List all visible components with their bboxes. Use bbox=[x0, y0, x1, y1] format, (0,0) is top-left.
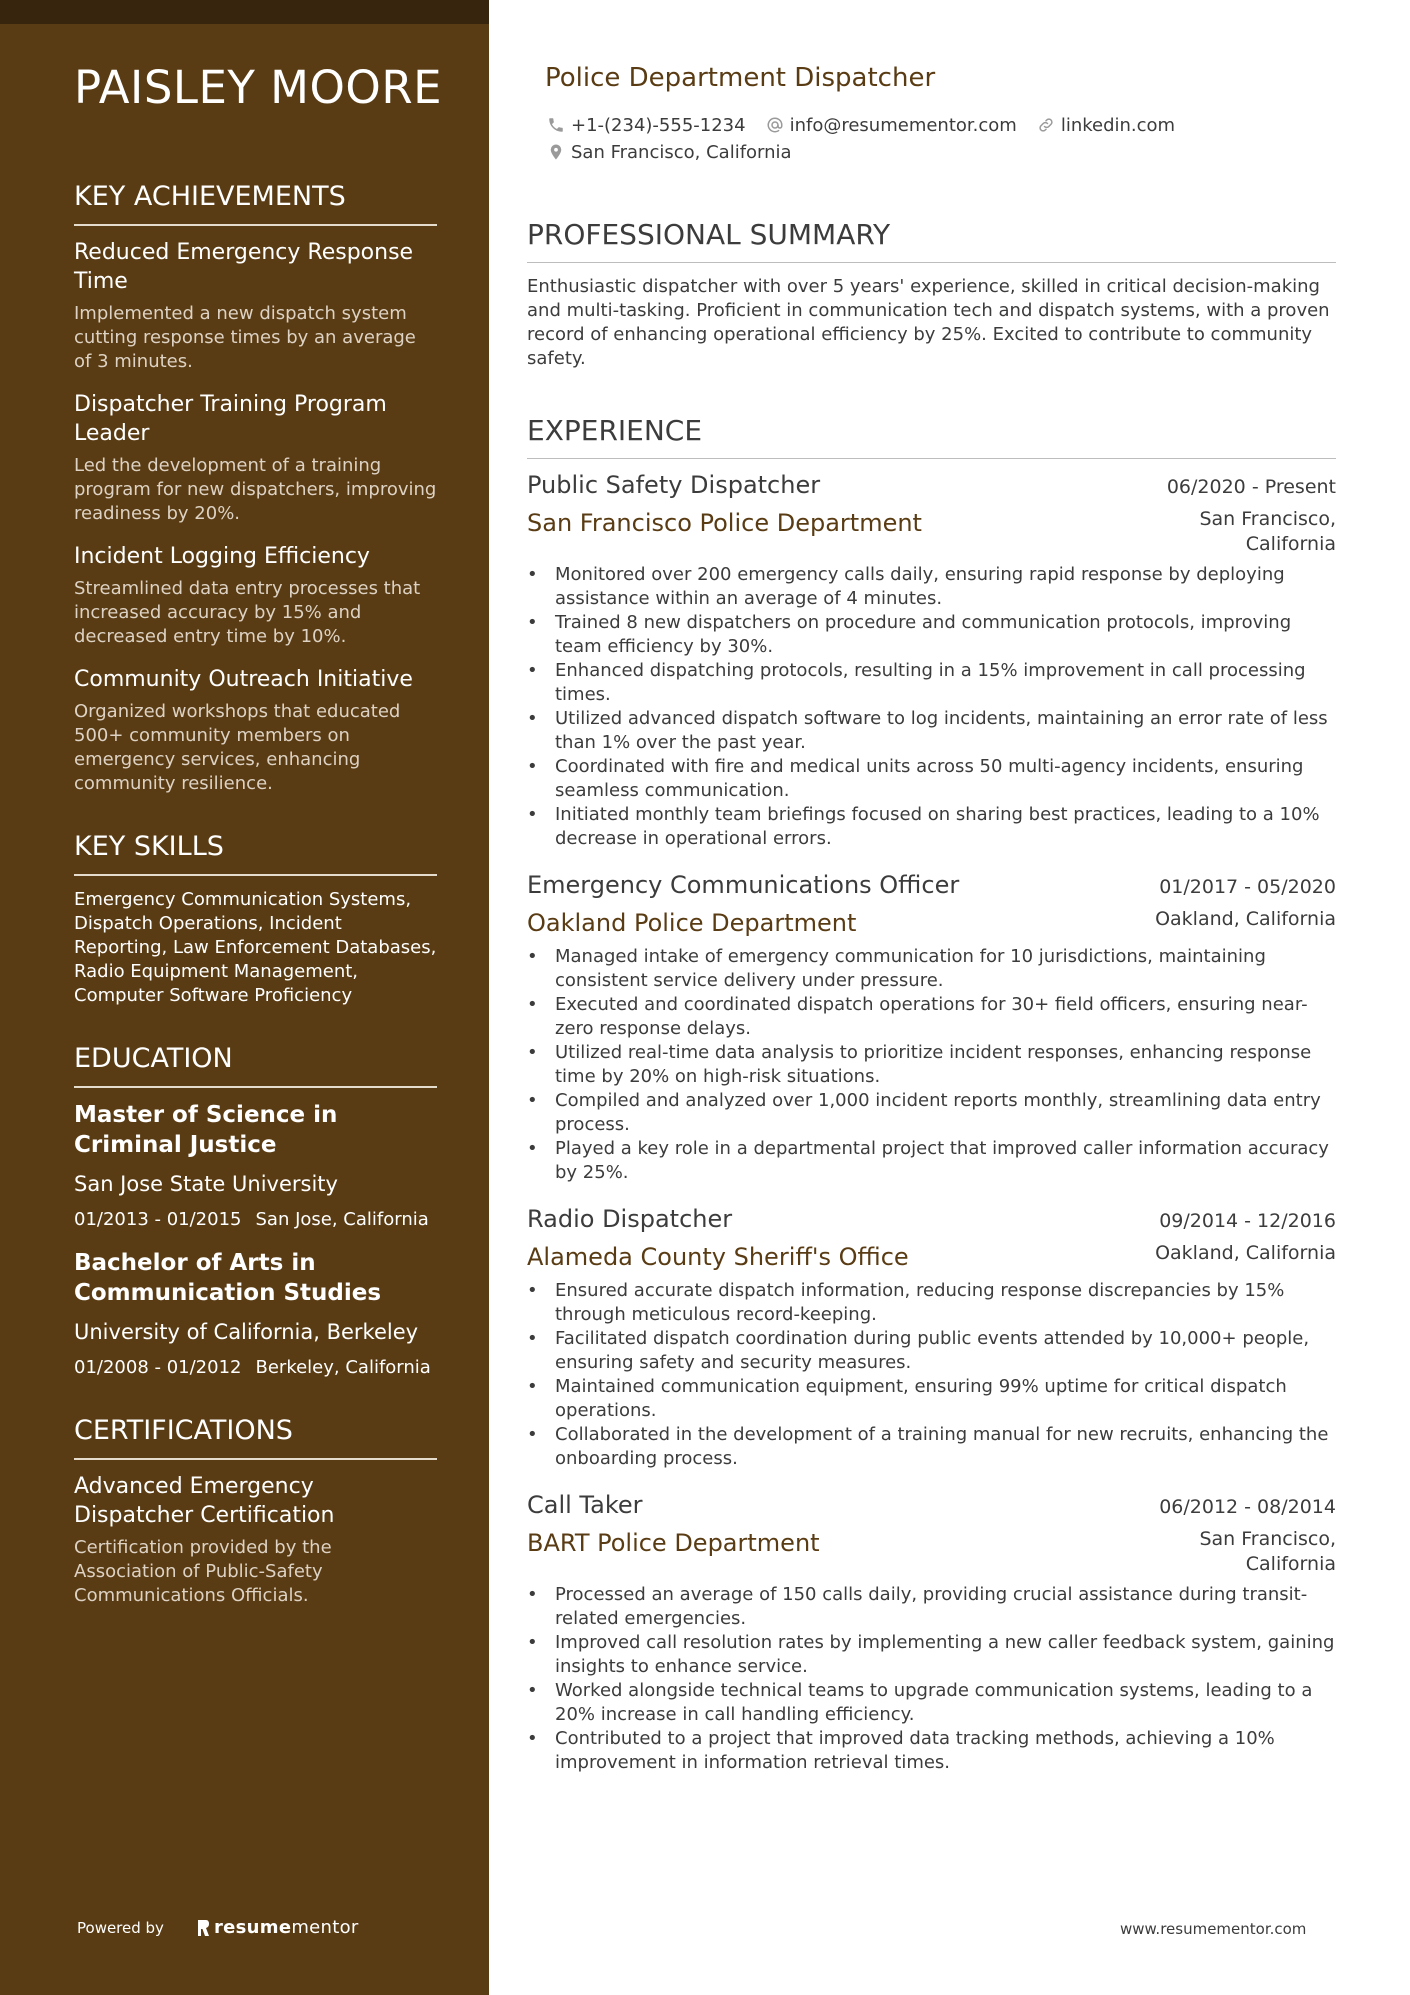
sidebar bbox=[0, 0, 489, 1995]
education-school: University of California, Berkeley bbox=[74, 1320, 419, 1344]
education-meta bbox=[74, 1356, 437, 1380]
brand-rest: mentor bbox=[291, 1917, 359, 1938]
certification-title: Advanced Emergency Dispatcher Certification bbox=[74, 1474, 335, 1528]
job-bullet: • Contributed to a project that improved data tracking methods, achieving a 10% improvement in information retrieval times. bbox=[527, 1727, 1336, 1775]
job-bullets bbox=[527, 563, 1336, 851]
job-role: Public Safety Dispatcher bbox=[527, 471, 821, 499]
phone-icon bbox=[547, 116, 565, 134]
job-dates: 09/2014 - 12/2016 bbox=[1159, 1210, 1336, 1232]
job-bullet: • Enhanced dispatching protocols, resulting in a 15% improvement in call processing times. bbox=[527, 659, 1336, 707]
job-bullet: • Coordinated with fire and medical units across 50 multi-agency incidents, ensuring seamless communication. bbox=[527, 755, 1336, 803]
email-address: info@resumementor.com bbox=[789, 114, 1017, 136]
phone-number: +1-(234)-555-1234 bbox=[571, 114, 746, 136]
job-company: BART Police Department bbox=[527, 1529, 820, 1557]
footer-website-link[interactable]: www.resumementor.com bbox=[1120, 1920, 1307, 1938]
job-dates: 06/2020 - Present bbox=[1166, 476, 1336, 498]
education-dates: 01/2013 - 01/2015 bbox=[74, 1209, 242, 1230]
achievement-item bbox=[74, 238, 437, 374]
job-bullets bbox=[527, 1279, 1336, 1471]
job-bullet: • Ensured accurate dispatch information, reducing response discrepancies by 15% through meticulous record-keeping. bbox=[527, 1279, 1336, 1327]
job-role: Call Taker bbox=[527, 1491, 643, 1519]
job-role: Emergency Communications Officer bbox=[527, 871, 960, 899]
job-bullet: • Managed intake of emergency communication for 10 jurisdictions, maintaining consistent service delivery under pressure. bbox=[527, 945, 1336, 993]
achievements-section bbox=[74, 180, 437, 796]
resumementor-logo[interactable] bbox=[196, 1917, 359, 1938]
target-job-title: Police Department Dispatcher bbox=[545, 63, 936, 93]
job-bullet: • Monitored over 200 emergency calls daily, ensuring rapid response by deploying assistance within an average of 4 minutes. bbox=[527, 563, 1336, 611]
summary-section bbox=[527, 218, 1336, 371]
location-pin-icon bbox=[547, 143, 565, 161]
contact-info bbox=[547, 112, 1337, 166]
job-dates: 01/2017 - 05/2020 bbox=[1159, 876, 1336, 898]
candidate-name: PAISLEY MOORE bbox=[74, 61, 443, 114]
location-contact bbox=[547, 142, 792, 163]
education-item bbox=[74, 1248, 437, 1380]
powered-by bbox=[77, 1917, 359, 1938]
achievements-heading: KEY ACHIEVEMENTS bbox=[74, 180, 437, 226]
education-dates: 01/2008 - 01/2012 bbox=[74, 1357, 242, 1378]
achievement-title: Incident Logging Efficiency bbox=[74, 544, 370, 569]
achievement-title: Community Outreach Initiative bbox=[74, 667, 413, 692]
achievement-desc: Implemented a new dispatch system cutting response times by an average of 3 minutes. bbox=[74, 303, 416, 372]
powered-by-label: Powered by bbox=[77, 1918, 164, 1937]
certification-desc: Certification provided by the Association of Public-Safety Communications Officials. bbox=[74, 1537, 332, 1606]
certifications-section bbox=[74, 1414, 437, 1608]
job-location: San Francisco, California bbox=[1199, 508, 1336, 555]
job-bullet: • Initiated monthly team briefings focused on sharing best practices, leading to a 10% decrease in operational errors. bbox=[527, 803, 1336, 851]
summary-heading: PROFESSIONAL SUMMARY bbox=[527, 218, 1336, 263]
job-bullet: • Worked alongside technical teams to upgrade communication systems, leading to a 20% increase in call handling efficiency. bbox=[527, 1679, 1336, 1727]
achievement-item bbox=[74, 665, 437, 796]
achievement-desc: Led the development of a training program for new dispatchers, improving readiness by 20%. bbox=[74, 455, 437, 524]
job-bullet: • Utilized advanced dispatch software to log incidents, maintaining an error rate of less than 1% over the past year. bbox=[527, 707, 1336, 755]
sidebar-top-band bbox=[0, 0, 489, 24]
job-dates: 06/2012 - 08/2014 bbox=[1159, 1496, 1336, 1518]
experience-item bbox=[527, 1203, 1336, 1471]
education-school: San Jose State University bbox=[74, 1172, 338, 1196]
job-location: San Francisco, California bbox=[1199, 1528, 1336, 1575]
resumementor-mark-icon bbox=[196, 1919, 210, 1937]
link-icon bbox=[1037, 116, 1055, 134]
job-bullet: • Improved call resolution rates by implementing a new caller feedback system, gaining insights to enhance service. bbox=[527, 1631, 1336, 1679]
education-meta bbox=[74, 1208, 437, 1232]
job-role: Radio Dispatcher bbox=[527, 1205, 733, 1233]
skills-list: Emergency Communication Systems, Dispatch Operations, Incident Reporting, Law Enforcement Databases, Radio Equipment Management, Computer Software Proficiency bbox=[74, 889, 437, 1006]
experience-section bbox=[527, 414, 1336, 1775]
experience-item bbox=[527, 469, 1336, 851]
phone-contact[interactable] bbox=[547, 115, 746, 136]
experience-item bbox=[527, 869, 1336, 1185]
education-degree: Master of Science in Criminal Justice bbox=[74, 1102, 338, 1158]
achievement-item bbox=[74, 542, 437, 649]
achievement-desc: Organized workshops that educated 500+ community members on emergency services, enhancing community resilience. bbox=[74, 701, 401, 794]
job-location: Oakland, California bbox=[1155, 1242, 1336, 1264]
experience-item bbox=[527, 1489, 1336, 1775]
location-text: San Francisco, California bbox=[571, 141, 792, 163]
education-location: Berkeley, California bbox=[255, 1357, 431, 1378]
experience-heading: EXPERIENCE bbox=[527, 414, 1336, 459]
job-bullet: • Facilitated dispatch coordination during public events attended by 10,000+ people, ensuring safety and security measures. bbox=[527, 1327, 1336, 1375]
education-heading: EDUCATION bbox=[74, 1042, 437, 1088]
summary-text: Enthusiastic dispatcher with over 5 years' experience, skilled in critical decision-making and multi-tasking. Proficient in communication tech and dispatch systems, with a proven record of enhancing operational efficiency by 25%. Excited to contribute to community safety. bbox=[527, 276, 1330, 369]
job-bullet: • Collaborated in the development of a training manual for new recruits, enhancing the onboarding process. bbox=[527, 1423, 1336, 1471]
job-bullet: • Played a key role in a departmental project that improved caller information accuracy by 25%. bbox=[527, 1137, 1336, 1185]
job-company: Oakland Police Department bbox=[527, 909, 857, 937]
education-section bbox=[74, 1042, 437, 1380]
job-bullets bbox=[527, 945, 1336, 1185]
education-item bbox=[74, 1100, 437, 1232]
job-bullet: • Processed an average of 150 calls daily, providing crucial assistance during transit-related emergencies. bbox=[527, 1583, 1336, 1631]
linkedin-url: linkedin.com bbox=[1060, 114, 1176, 136]
job-bullet: • Executed and coordinated dispatch operations for 30+ field officers, ensuring near-zero response delays. bbox=[527, 993, 1336, 1041]
job-company: Alameda County Sheriff's Office bbox=[527, 1243, 909, 1271]
email-contact[interactable] bbox=[766, 115, 1017, 136]
achievement-title: Dispatcher Training Program Leader bbox=[74, 392, 387, 446]
achievement-item bbox=[74, 390, 437, 526]
job-bullet: • Trained 8 new dispatchers on procedure and communication protocols, improving team efficiency by 30%. bbox=[527, 611, 1336, 659]
job-location: Oakland, California bbox=[1155, 908, 1336, 930]
education-location: San Jose, California bbox=[255, 1209, 429, 1230]
achievement-title: Reduced Emergency Response Time bbox=[74, 240, 414, 294]
skills-section bbox=[74, 830, 437, 1008]
certification-item bbox=[74, 1472, 437, 1608]
job-bullet: • Compiled and analyzed over 1,000 incident reports monthly, streamlining data entry process. bbox=[527, 1089, 1336, 1137]
skills-heading: KEY SKILLS bbox=[74, 830, 437, 876]
job-bullet: • Utilized real-time data analysis to prioritize incident responses, enhancing response time by 20% on high-risk situations. bbox=[527, 1041, 1336, 1089]
brand-bold: resume bbox=[213, 1917, 292, 1938]
education-degree: Bachelor of Arts in Communication Studies bbox=[74, 1250, 382, 1306]
linkedin-contact[interactable] bbox=[1037, 115, 1175, 136]
at-sign-icon bbox=[766, 116, 784, 134]
job-company: San Francisco Police Department bbox=[527, 509, 922, 537]
certifications-heading: CERTIFICATIONS bbox=[74, 1414, 437, 1460]
job-bullets bbox=[527, 1583, 1336, 1775]
job-bullet: • Maintained communication equipment, ensuring 99% uptime for critical dispatch operations. bbox=[527, 1375, 1336, 1423]
achievement-desc: Streamlined data entry processes that increased accuracy by 15% and decreased entry time by 10%. bbox=[74, 578, 421, 647]
